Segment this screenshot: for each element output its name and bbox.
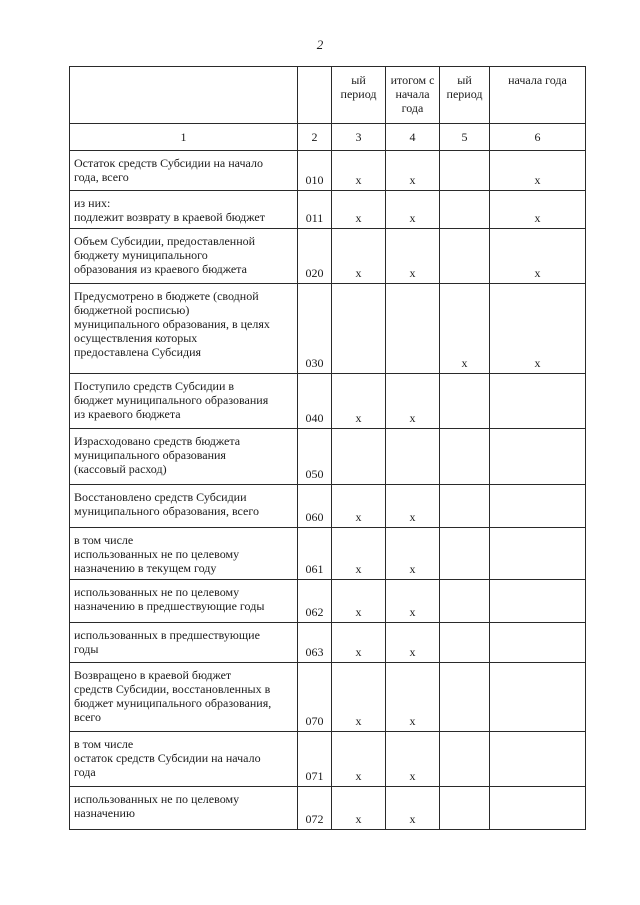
cell-c4: [386, 429, 440, 485]
row-name-line: в том числе: [74, 737, 134, 751]
row-name-line: назначению в предшествующие годы: [74, 599, 265, 613]
row-name-line: Объем Субсидии, предоставленной: [74, 234, 256, 248]
row-name-line: бюджету муниципального: [74, 248, 208, 262]
cell-c6: [490, 528, 586, 580]
cell-c5: [440, 229, 490, 284]
cell-c6: х: [490, 284, 586, 374]
row-name-line: муниципального образования, в целях: [74, 317, 270, 331]
row-name-line: бюджетной росписью): [74, 303, 190, 317]
row-name-line: остаток средств Субсидии на начало: [74, 751, 261, 765]
row-name-line: Израсходовано средств бюджета: [74, 434, 241, 448]
row-name: [70, 528, 298, 580]
cell-c5: [440, 374, 490, 429]
row-name-line: предоставлена Субсидия: [74, 345, 202, 359]
column-number: 6: [490, 124, 586, 151]
cell-c5: [440, 528, 490, 580]
header-4-line: начала: [395, 87, 430, 101]
table-row: [70, 485, 586, 528]
row-code: 030: [298, 284, 332, 374]
header-4-line: года: [401, 101, 424, 115]
row-name-line: года, всего: [74, 170, 129, 184]
header-cell-5: [440, 67, 490, 124]
cell-c3: [332, 429, 386, 485]
cell-c5: [440, 429, 490, 485]
row-name: [70, 229, 298, 284]
row-name-line: года: [74, 765, 96, 779]
table-row: [70, 787, 586, 830]
cell-c6: х: [490, 191, 586, 229]
cell-c6: [490, 787, 586, 830]
cell-c5: [440, 787, 490, 830]
row-name-line: (кассовый расход): [74, 462, 167, 476]
page-number: 2: [316, 37, 324, 52]
row-name-line: из краевого бюджета: [74, 407, 181, 421]
cell-c4: х: [386, 151, 440, 191]
row-name-line: средств Субсидии, восстановленных в: [74, 682, 271, 696]
row-name: [70, 580, 298, 623]
row-name-line: всего: [74, 710, 102, 724]
cell-c4: [386, 284, 440, 374]
row-name: [70, 429, 298, 485]
cell-c3: х: [332, 191, 386, 229]
header-cell-4: [386, 67, 440, 124]
header-3-line: ый: [351, 73, 366, 87]
header-cell-3: [332, 67, 386, 124]
row-name: [70, 732, 298, 787]
row-code: 010: [298, 151, 332, 191]
row-name-line: Возвращено в краевой бюджет: [74, 668, 232, 682]
column-number: 5: [440, 124, 490, 151]
row-name-line: образования из краевого бюджета: [74, 262, 247, 276]
cell-c3: [332, 284, 386, 374]
cell-c4: х: [386, 732, 440, 787]
table-row: [70, 580, 586, 623]
cell-c6: [490, 580, 586, 623]
row-code: 061: [298, 528, 332, 580]
cell-c4: х: [386, 485, 440, 528]
row-code: 063: [298, 623, 332, 663]
cell-c4: х: [386, 787, 440, 830]
row-name-line: осуществления которых: [74, 331, 198, 345]
row-name: [70, 485, 298, 528]
row-name: [70, 623, 298, 663]
column-number-row: [70, 124, 586, 151]
row-name-line: назначению: [74, 806, 135, 820]
table-row: [70, 623, 586, 663]
row-name-line: бюджет муниципального образования: [74, 393, 269, 407]
row-name-line: бюджет муниципального образования,: [74, 696, 272, 710]
table-row: [70, 732, 586, 787]
cell-c6: [490, 732, 586, 787]
cell-c4: х: [386, 191, 440, 229]
cell-c6: х: [490, 151, 586, 191]
subsidy-report-table: [69, 66, 586, 830]
row-code: 070: [298, 663, 332, 732]
row-name: [70, 787, 298, 830]
table-row: [70, 229, 586, 284]
row-code: 050: [298, 429, 332, 485]
row-name-line: Предусмотрено в бюджете (сводной: [74, 289, 259, 303]
cell-c5: х: [440, 284, 490, 374]
row-code: 020: [298, 229, 332, 284]
row-name-line: муниципального образования: [74, 448, 226, 462]
row-name-line: использованных не по целевому: [74, 547, 240, 561]
row-name-line: муниципального образования, всего: [74, 504, 259, 518]
cell-c4: х: [386, 663, 440, 732]
cell-c5: [440, 191, 490, 229]
header-5-line: ый: [457, 73, 472, 87]
cell-c5: [440, 151, 490, 191]
cell-c4: х: [386, 528, 440, 580]
row-name-line: назначению в текущем году: [74, 561, 217, 575]
cell-c6: [490, 485, 586, 528]
table-row: [70, 528, 586, 580]
row-name-line: Восстановлено средств Субсидии: [74, 490, 247, 504]
row-name-line: годы: [74, 642, 99, 656]
header-cell-6: [490, 67, 586, 124]
cell-c3: х: [332, 663, 386, 732]
row-name: [70, 374, 298, 429]
cell-c4: х: [386, 580, 440, 623]
table-row: [70, 191, 586, 229]
header-6-line: начала года: [508, 73, 567, 87]
row-code: 062: [298, 580, 332, 623]
cell-c3: х: [332, 787, 386, 830]
header-cell-2: [298, 67, 332, 124]
row-name-line: Остаток средств Субсидии на начало: [74, 156, 263, 170]
cell-c3: х: [332, 229, 386, 284]
cell-c3: х: [332, 623, 386, 663]
cell-c4: х: [386, 229, 440, 284]
cell-c5: [440, 485, 490, 528]
row-name: [70, 191, 298, 229]
row-code: 072: [298, 787, 332, 830]
column-number: 1: [70, 124, 298, 151]
table-row: [70, 284, 586, 374]
header-cell-1: [70, 67, 298, 124]
row-name: [70, 151, 298, 191]
table-row: [70, 429, 586, 485]
column-number: 3: [332, 124, 386, 151]
cell-c6: [490, 623, 586, 663]
row-name-line: подлежит возврату в краевой бюджет: [74, 210, 265, 224]
cell-c3: х: [332, 485, 386, 528]
row-name-line: использованных не по целевому: [74, 792, 240, 806]
table-row: [70, 374, 586, 429]
cell-c5: [440, 580, 490, 623]
header-5-line: период: [446, 87, 483, 101]
row-code: 071: [298, 732, 332, 787]
cell-c4: х: [386, 374, 440, 429]
cell-c3: х: [332, 151, 386, 191]
table-header-row: [70, 67, 586, 124]
header-4-line: итогом с: [390, 73, 435, 87]
cell-c6: [490, 429, 586, 485]
row-code: 011: [298, 191, 332, 229]
row-code: 040: [298, 374, 332, 429]
cell-c3: х: [332, 732, 386, 787]
cell-c6: х: [490, 229, 586, 284]
cell-c6: [490, 374, 586, 429]
cell-c3: х: [332, 580, 386, 623]
row-name-line: Поступило средств Субсидии в: [74, 379, 235, 393]
cell-c5: [440, 732, 490, 787]
cell-c5: [440, 663, 490, 732]
table-row: [70, 663, 586, 732]
cell-c4: х: [386, 623, 440, 663]
row-name: [70, 663, 298, 732]
row-name-line: из них:: [74, 196, 111, 210]
cell-c3: х: [332, 374, 386, 429]
cell-c5: [440, 623, 490, 663]
row-name: [70, 284, 298, 374]
table-row: [70, 151, 586, 191]
cell-c3: х: [332, 528, 386, 580]
header-3-line: период: [340, 87, 377, 101]
row-name-line: использованных не по целевому: [74, 585, 240, 599]
row-code: 060: [298, 485, 332, 528]
cell-c6: [490, 663, 586, 732]
row-name-line: в том числе: [74, 533, 134, 547]
row-name-line: использованных в предшествующие: [74, 628, 260, 642]
column-number: 4: [386, 124, 440, 151]
column-number: 2: [298, 124, 332, 151]
